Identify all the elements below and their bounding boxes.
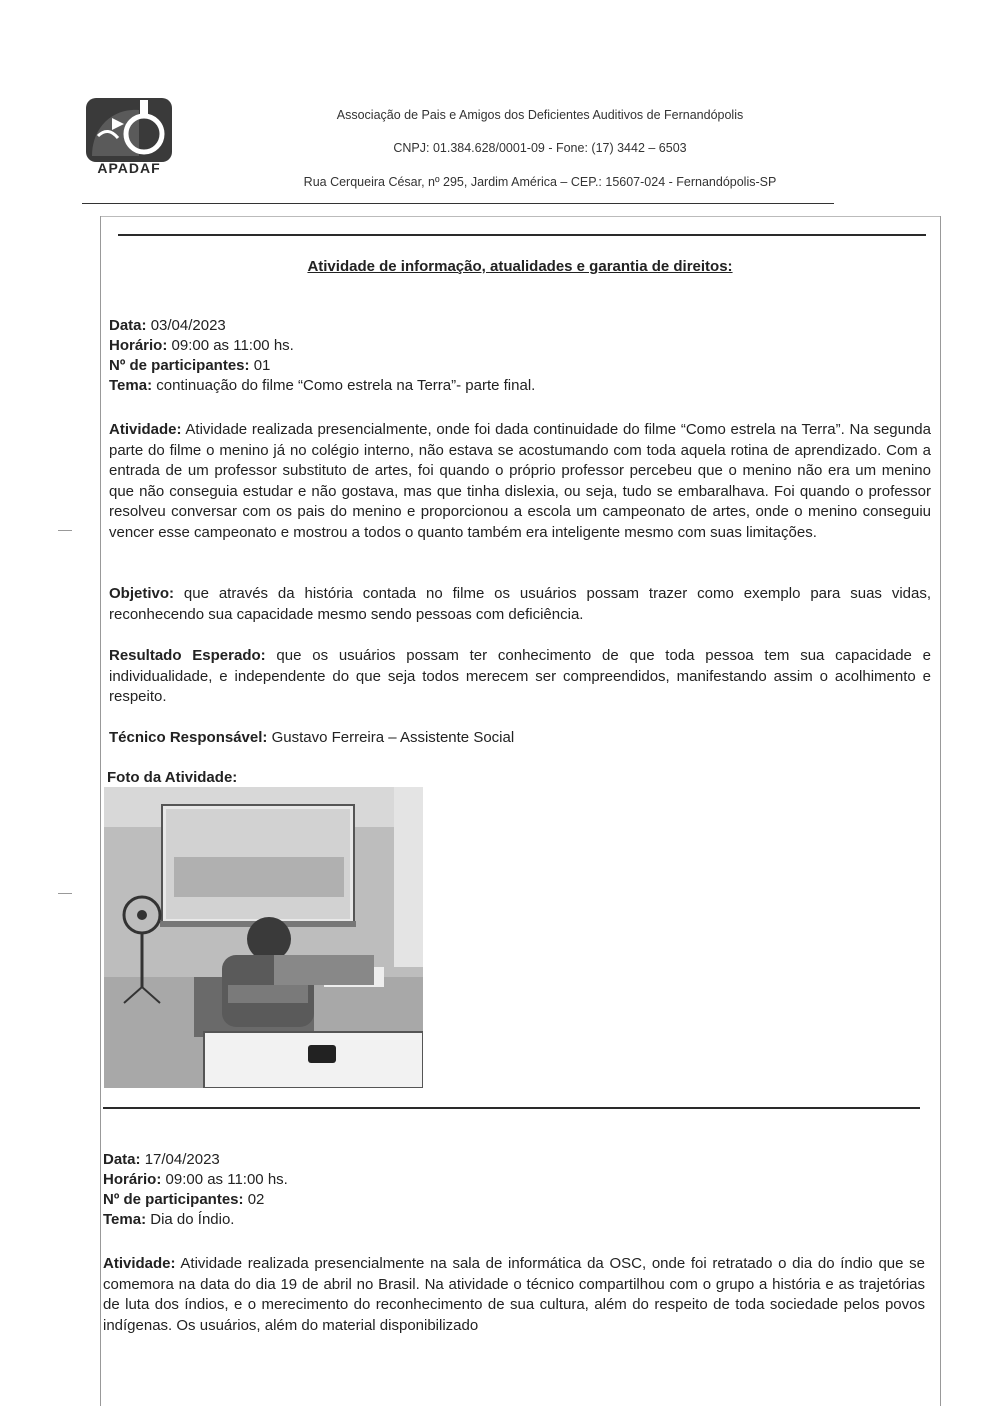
entry1-activity: Atividade: Atividade realizada presencialmente, onde foi dada continuidade do filme “Como estrela na Terra”. Na segunda parte do filme o menino já no colégio interno, não estava se acostumando com toda aquela rotina de aprendizado. Com a entrada de um professor substituto de artes, foi quando o próprio professor percebeu que o menino não era um menino que não conseguia estudar e não gostava, mas que tinha dislexia, ou seja, tudo se embaralhava. Foi quando o professor resolveu conversar com os pais do menino e proporcionou a escola um campeonato de artes, onde o menino conseguiu vencer esse campeonato e mostrou a todos o quanto também era inteligente mesmo com suas limitações. <box>109 421 931 541</box>
entry2-participants: Nº de participantes: 02 <box>103 1191 265 1208</box>
entry2-theme: Tema: Dia do Índio. <box>103 1211 235 1228</box>
frame-right-border <box>940 216 941 1406</box>
entry1-participants: Nº de participantes: 01 <box>109 357 271 374</box>
entry1-technician: Técnico Responsável: Gustavo Ferreira – Assistente Social <box>109 729 515 746</box>
entry2-activity: Atividade: Atividade realizada presencialmente na sala de informática da OSC, onde foi retratado o dia do índio que se comemora na data do dia 19 de abril no Brasil. Na atividade o técnico compartilhou com o grupo a história e as trajetórias de luta dos índios, e o merecimento do reconhecimento de sua cultura, além do respeito de toda sociedade pelos povos indígenas. Os usuários, além do material disponibilizado <box>103 1255 926 1334</box>
header-divider <box>82 203 834 204</box>
frame-top-border <box>100 216 940 217</box>
cnpj-phone: CNPJ: 01.384.628/0001-09 - Fone: (17) 3442 – 6503 <box>393 141 687 155</box>
entry1-date: Data: 03/04/2023 <box>109 317 226 334</box>
activity-photo <box>104 787 423 1088</box>
entry2-date: Data: 17/04/2023 <box>103 1151 220 1168</box>
top-divider <box>118 234 926 236</box>
entry1-objective: Objetivo: que através da história contada no filme os usuários possam trazer como exemplo para suas vidas, reconhecendo sua capacidade mesmo sendo pessoas com deficiência. <box>109 585 932 623</box>
logo-text: APADAF <box>97 160 161 176</box>
address: Rua Cerqueira César, nº 295, Jardim América – CEP.: 15607-024 - Fernandópolis-SP <box>303 175 777 189</box>
entry2-time: Horário: 09:00 as 11:00 hs. <box>103 1171 288 1188</box>
entry1-expected-result: Resultado Esperado: que os usuários possam ter conhecimento de que toda pessoa tem sua capacidade e individualidade, e independente do que seja todos merecem ser compreendidos, manifestando assim o acolhimento e respeito. <box>109 647 931 705</box>
entry1-theme: Tema: continuação do filme “Como estrela na Terra”- parte final. <box>109 377 536 394</box>
entry1-time: Horário: 09:00 as 11:00 hs. <box>109 337 294 354</box>
margin-mark <box>58 893 72 894</box>
org-name: Associação de Pais e Amigos dos Deficientes Auditivos de Fernandópolis <box>336 108 744 122</box>
entry-divider <box>103 1107 920 1109</box>
section-title: Atividade de informação, atualidades e garantia de direitos: <box>307 258 733 275</box>
margin-mark <box>58 530 72 531</box>
frame-left-border <box>100 216 101 1406</box>
photo-caption: Foto da Atividade: <box>107 769 238 786</box>
